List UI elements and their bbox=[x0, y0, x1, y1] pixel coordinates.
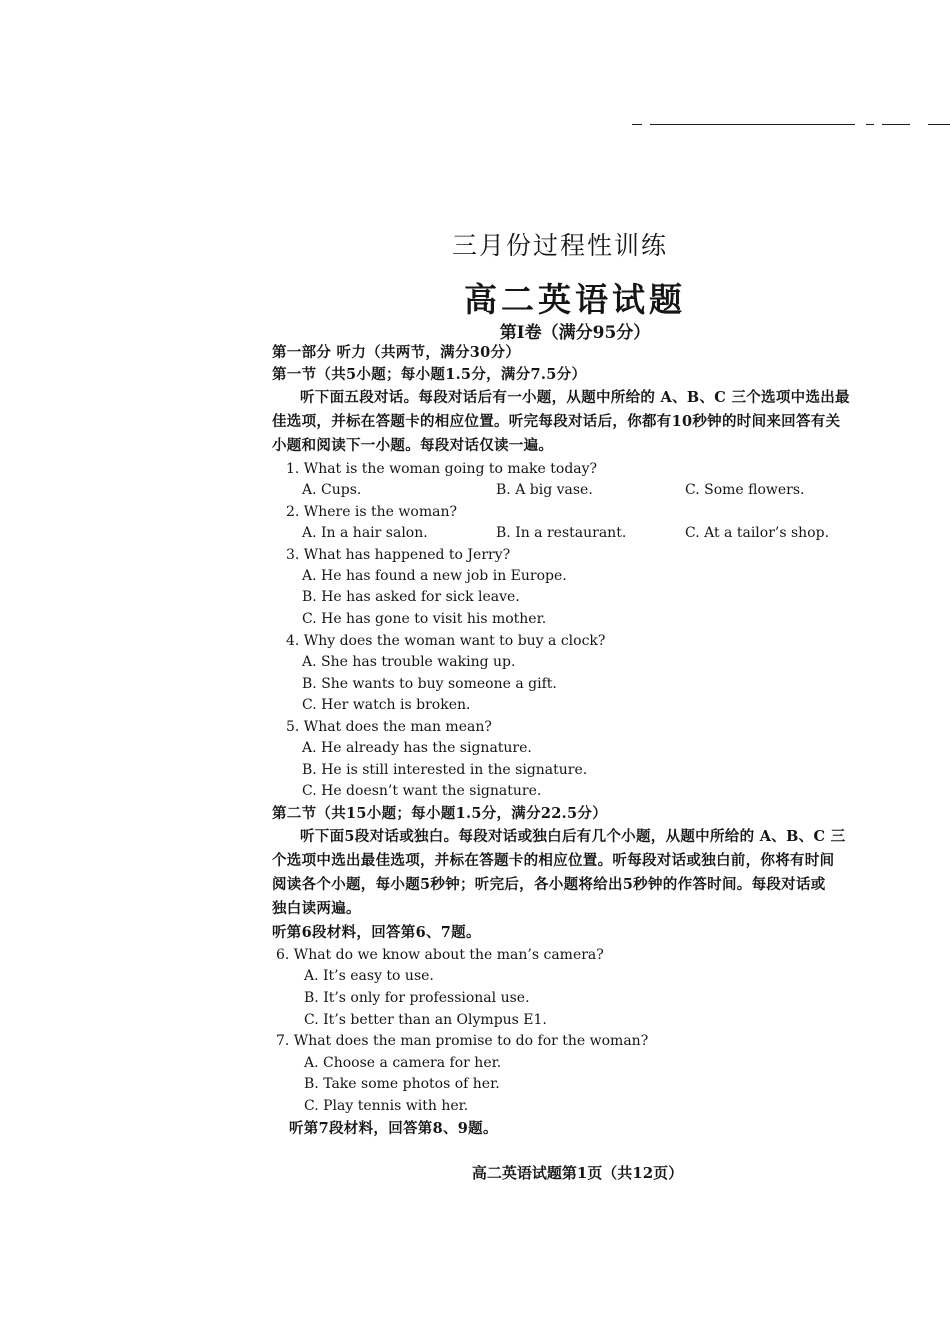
question-6-option-c: C. It’s better than an Olympus E1. bbox=[304, 1012, 547, 1028]
question-2-option-c: C. At a tailor’s shop. bbox=[685, 525, 830, 541]
question-3-option-b: B. He has asked for sick leave. bbox=[302, 589, 520, 605]
scan-rule-fragment bbox=[866, 124, 874, 125]
question-4-option-c: C. Her watch is broken. bbox=[302, 697, 471, 713]
question-2-option-a: A. In a hair salon. bbox=[302, 525, 428, 541]
exam-title: 高二英语试题 bbox=[464, 280, 686, 319]
volume-heading: 第Ⅰ卷（满分95分） bbox=[499, 323, 651, 343]
question-7-option-a: A. Choose a camera for her. bbox=[304, 1055, 502, 1071]
scan-rule-fragment bbox=[928, 124, 950, 125]
question-6-option-a: A. It’s easy to use. bbox=[304, 968, 434, 984]
section1-instruction-line: 听下面五段对话。每段对话后有一小题，从题中所给的 A、B、C 三个选项中选出最 bbox=[300, 389, 850, 406]
question-4: 4. Why does the woman want to buy a clock? bbox=[286, 633, 606, 649]
section2-instruction-line: 听下面5段对话或独白。每段对话或独白后有几个小题，从题中所给的 A、B、C 三 bbox=[300, 828, 846, 845]
page-footer: 高二英语试题第1页（共12页） bbox=[471, 1164, 684, 1182]
exam-subtitle: 三月份过程性训练 bbox=[451, 231, 668, 260]
material-7-heading: 听第7段材料，回答第8、9题。 bbox=[289, 1120, 498, 1137]
question-4-option-b: B. She wants to buy someone a gift. bbox=[302, 676, 557, 692]
question-4-option-a: A. She has trouble waking up. bbox=[302, 654, 516, 670]
question-7-option-b: B. Take some photos of her. bbox=[304, 1076, 500, 1092]
question-6: 6. What do we know about the man’s camera? bbox=[276, 947, 604, 963]
part1-heading: 第一部分 听力（共两节，满分30分） bbox=[272, 344, 521, 361]
question-5-option-a: A. He already has the signature. bbox=[302, 740, 532, 756]
section2-heading: 第二节（共15小题；每小题1.5分，满分22.5分） bbox=[272, 805, 608, 822]
question-3-option-a: A. He has found a new job in Europe. bbox=[302, 568, 567, 584]
question-3: 3. What has happened to Jerry? bbox=[286, 547, 511, 563]
question-2: 2. Where is the woman? bbox=[286, 504, 457, 520]
question-3-option-c: C. He has gone to visit his mother. bbox=[302, 611, 547, 627]
question-7-option-c: C. Play tennis with her. bbox=[304, 1098, 469, 1114]
scan-rule-fragment bbox=[882, 124, 910, 125]
question-1-option-b: B. A big vase. bbox=[496, 482, 593, 498]
question-1: 1. What is the woman going to make today? bbox=[286, 461, 598, 477]
scan-rule bbox=[650, 124, 855, 125]
question-2-option-b: B. In a restaurant. bbox=[496, 525, 627, 541]
section1-instruction-line: 佳选项，并标在答题卡的相应位置。听完每段对话后，你都有10秒钟的时间来回答有关 bbox=[272, 413, 841, 430]
scan-rule-fragment bbox=[632, 124, 642, 125]
question-5-option-b: B. He is still interested in the signature. bbox=[302, 762, 588, 778]
section2-instruction-line: 独白读两遍。 bbox=[272, 900, 361, 917]
section1-instruction-line: 小题和阅读下一小题。每段对话仅读一遍。 bbox=[272, 437, 554, 454]
question-5: 5. What does the man mean? bbox=[286, 719, 492, 735]
section2-instruction-line: 个选项中选出最佳选项，并标在答题卡的相应位置。听每段对话或独白前，你将有时间 bbox=[272, 852, 835, 869]
question-5-option-c: C. He doesn’t want the signature. bbox=[302, 783, 542, 799]
question-6-option-b: B. It’s only for professional use. bbox=[304, 990, 530, 1006]
question-1-option-a: A. Cups. bbox=[302, 482, 362, 498]
section1-heading: 第一节（共5小题；每小题1.5分，满分7.5分） bbox=[272, 366, 587, 383]
question-7: 7. What does the man promise to do for the woman? bbox=[276, 1033, 649, 1049]
question-1-option-c: C. Some flowers. bbox=[685, 482, 805, 498]
material-6-heading: 听第6段材料，回答第6、7题。 bbox=[272, 924, 481, 941]
section2-instruction-line: 阅读各个小题，每小题5秒钟；听完后，各小题将给出5秒钟的作答时间。每段对话或 bbox=[272, 876, 826, 893]
